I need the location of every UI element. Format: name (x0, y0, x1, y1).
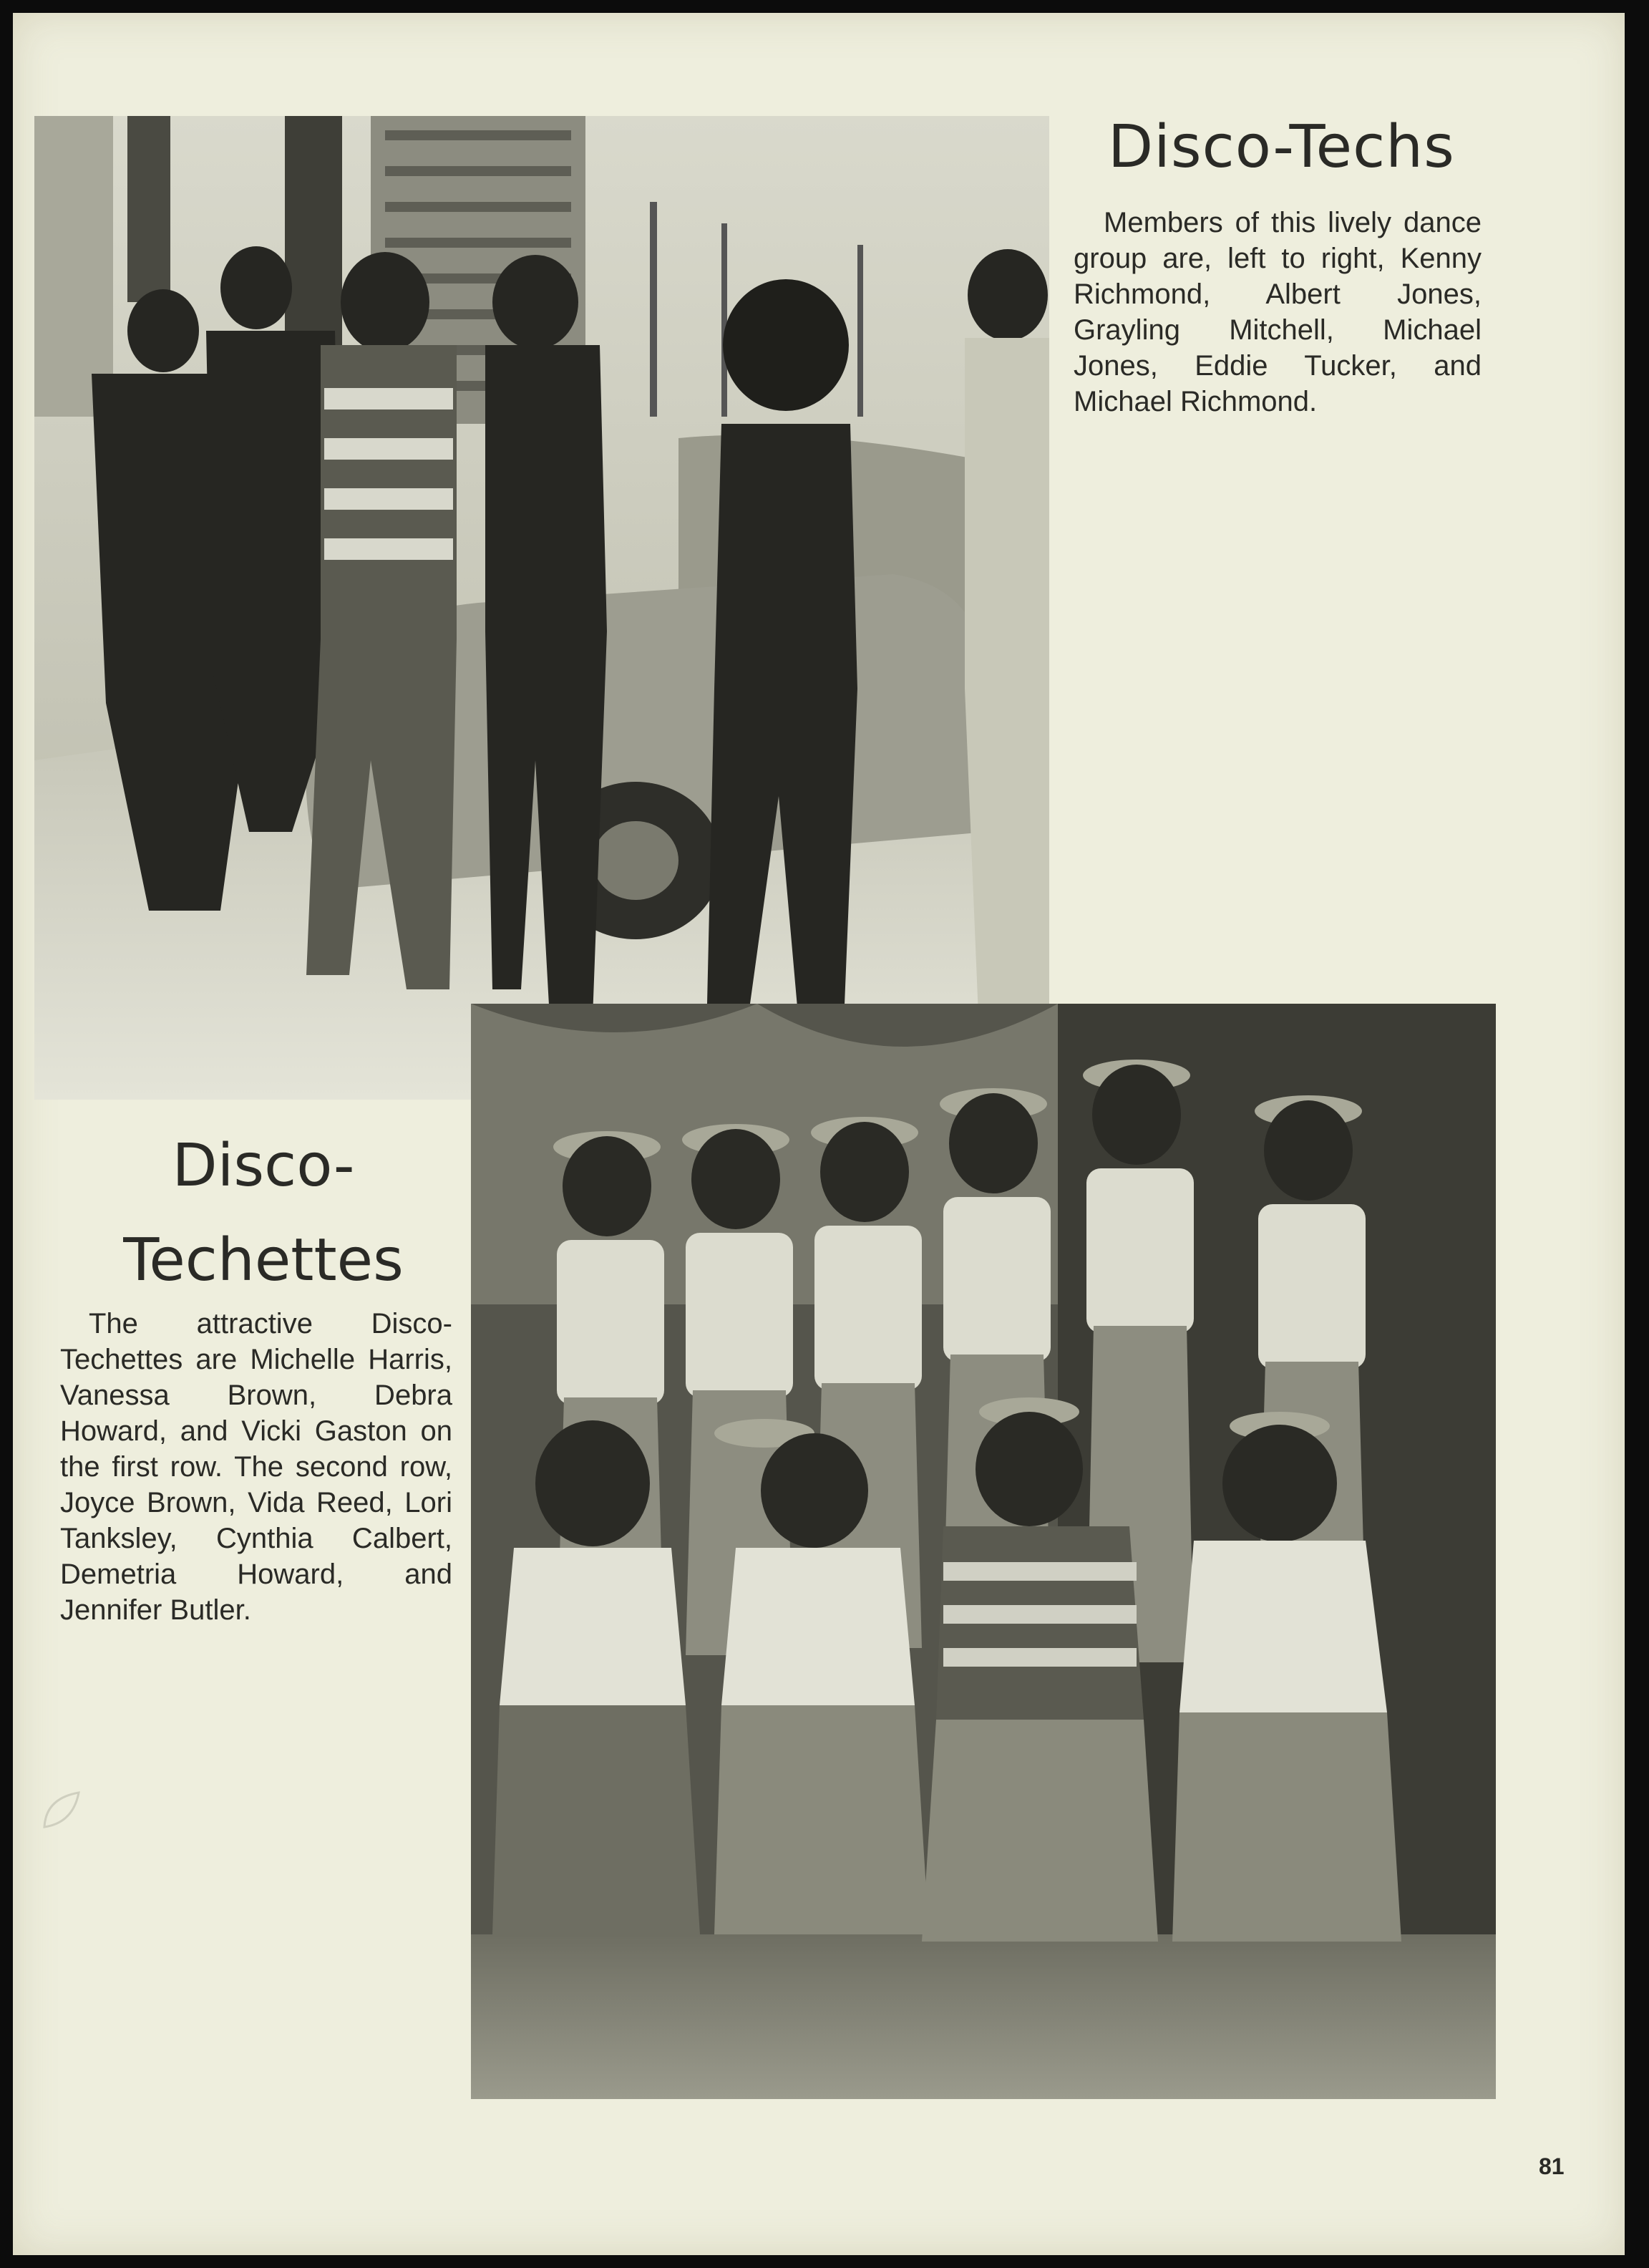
yearbook-page (13, 13, 1625, 2255)
page-number: 81 (1539, 2153, 1565, 2179)
disco-techs-title: Disco-Techs (1108, 113, 1455, 181)
disco-techettes-title-line2: Techettes (123, 1226, 404, 1294)
leaf-icon (39, 1787, 84, 1833)
disco-techs-caption: Members of this lively dance group are, left to right, Kenny Richmond, Albert Jones, Grayling Mitchell, Michael Jones, Eddie Tucker, and Michael Richmond. (1074, 207, 1482, 417)
disco-techettes-group-photo (471, 1004, 1496, 2099)
disco-techs-group-photo (34, 116, 1049, 1100)
disco-techettes-title-line1: Disco- (172, 1132, 355, 1200)
disco-techettes-title (77, 1119, 449, 1308)
disco-techettes-caption: The attractive Disco-Techettes are Michelle Harris, Vanessa Brown, Debra Howard, and Vicki Gaston on the first row. The second row, Joyce Brown, Vida Reed, Lori Tanksley, Cynthia Calbert, Demetria Howard, and Jennifer Butler. (60, 1308, 452, 1626)
